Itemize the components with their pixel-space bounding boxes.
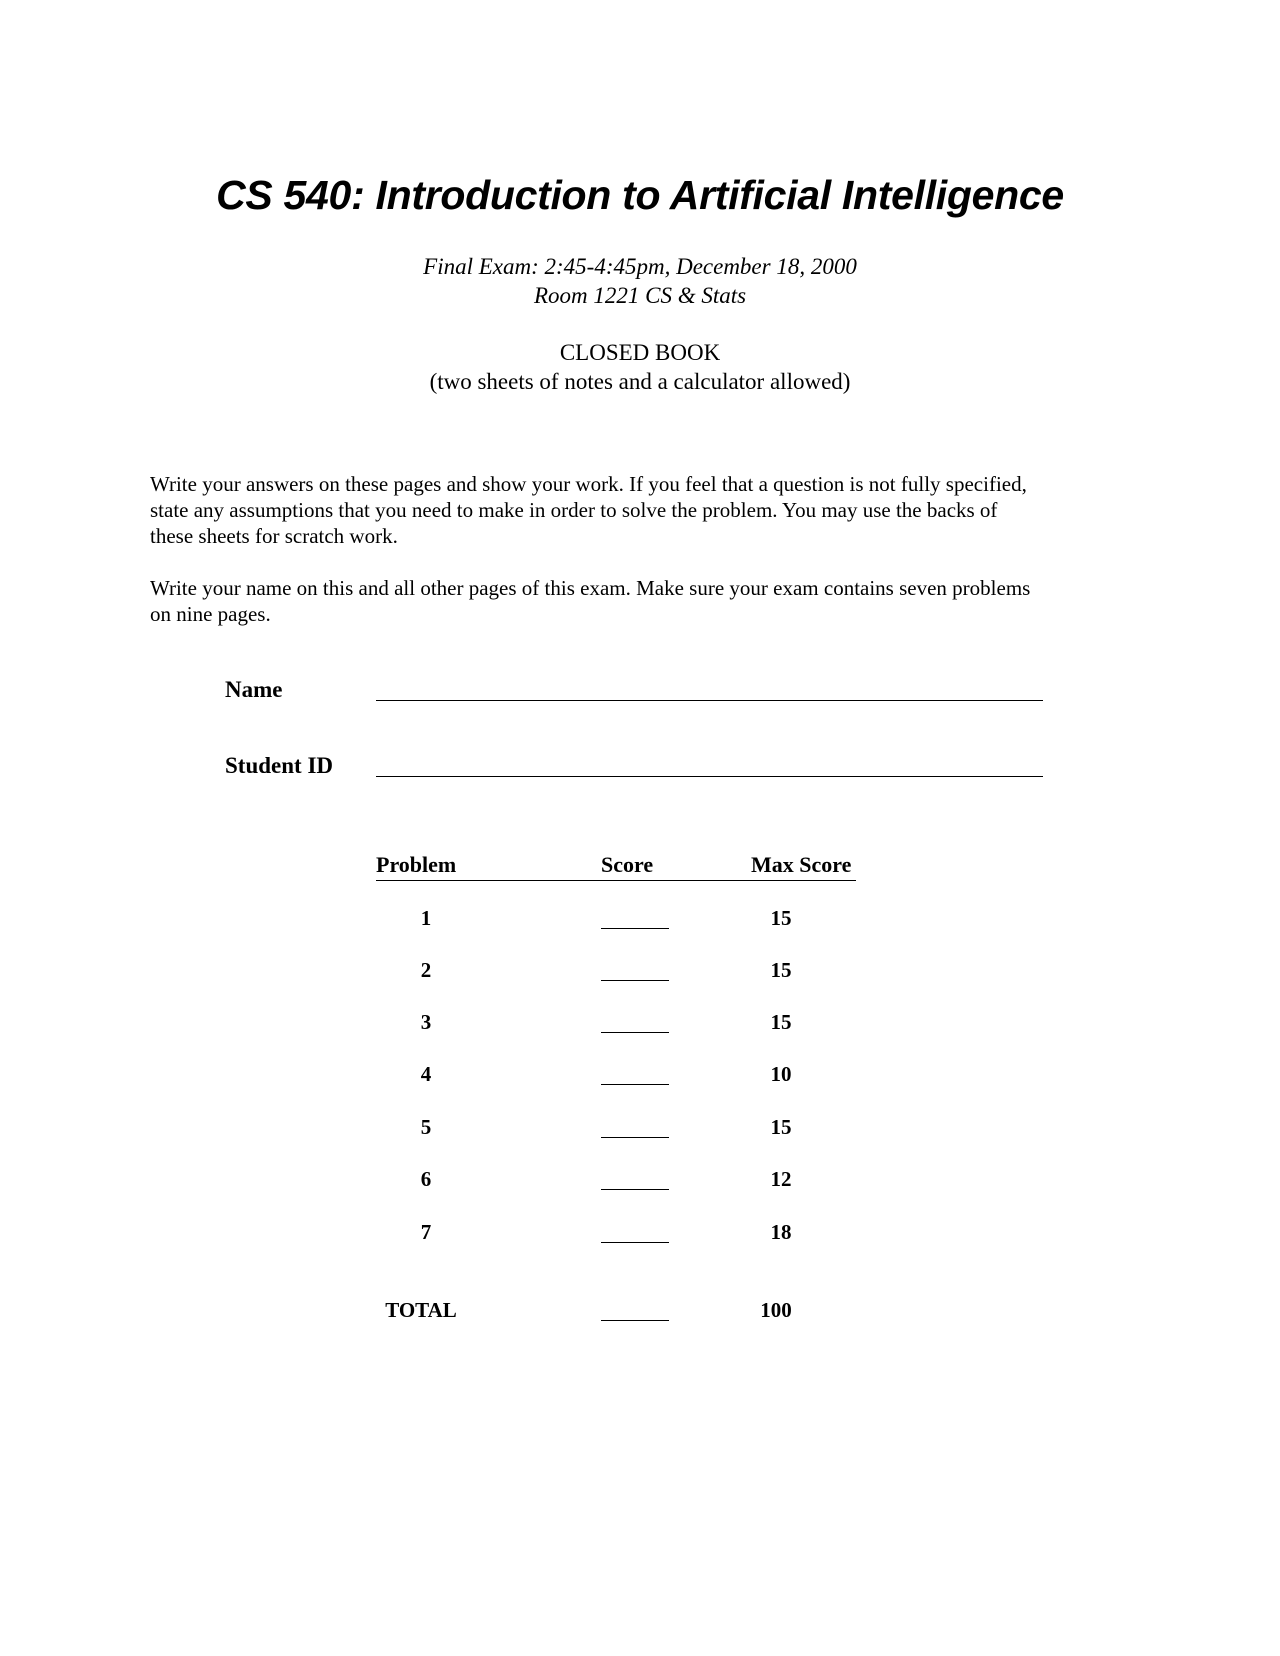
score-row: [376, 1062, 856, 1092]
problem-number: 1: [420, 906, 432, 930]
name-label: Name: [225, 677, 283, 702]
score-row: [376, 1115, 856, 1145]
score-blank[interactable]: [601, 1137, 669, 1138]
max-score: 15: [770, 958, 792, 982]
score-blank[interactable]: [601, 980, 669, 981]
problem-number: 6: [420, 1167, 432, 1191]
score-blank[interactable]: [601, 1189, 669, 1190]
score-blank[interactable]: [601, 1032, 669, 1033]
header-score: Score: [601, 852, 654, 877]
total-label: TOTAL: [385, 1298, 457, 1322]
max-score: 10: [770, 1062, 792, 1086]
instructions-line: Write your name on this and all other pages of this exam. Make sure your exam contains seven problems: [150, 576, 1031, 600]
instructions-line: Write your answers on these pages and show your work. If you feel that a question is not fully specified,: [150, 472, 1027, 496]
closed-book-note: CLOSED BOOK: [559, 340, 721, 365]
name-input-line[interactable]: [376, 700, 1043, 701]
score-blank[interactable]: [601, 928, 669, 929]
header-max-score: Max Score: [751, 852, 852, 877]
total-score-blank[interactable]: [601, 1320, 669, 1321]
score-row: [376, 1220, 856, 1250]
problem-number: 2: [420, 958, 432, 982]
max-score: 15: [770, 1010, 792, 1034]
total-max-score: 100: [760, 1298, 792, 1322]
total-row: [376, 1298, 856, 1328]
score-row: [376, 1167, 856, 1197]
instructions-line: these sheets for scratch work.: [150, 524, 398, 548]
score-blank[interactable]: [601, 1242, 669, 1243]
allowed-materials-note: (two sheets of notes and a calculator allowed): [429, 369, 851, 394]
max-score: 12: [770, 1167, 792, 1191]
score-row: [376, 1010, 856, 1040]
problem-number: 5: [420, 1115, 432, 1139]
score-table-header: [376, 852, 856, 881]
max-score: 15: [770, 906, 792, 930]
max-score: 18: [770, 1220, 792, 1244]
exam-title: CS 540: Introduction to Artificial Intelligence: [216, 172, 1064, 218]
score-row: [376, 958, 856, 988]
score-row: [376, 906, 856, 936]
problem-number: 7: [420, 1220, 432, 1244]
student-id-label: Student ID: [225, 753, 334, 778]
exam-room: Room 1221 CS & Stats: [533, 283, 747, 308]
exam-time: Final Exam: 2:45-4:45pm, December 18, 2000: [423, 254, 857, 279]
instructions-paragraph-1: [150, 471, 1150, 549]
student-id-input-line[interactable]: [376, 776, 1043, 777]
problem-number: 4: [420, 1062, 432, 1086]
instructions-paragraph-2: [150, 575, 1150, 627]
problem-number: 3: [420, 1010, 432, 1034]
instructions-line: on nine pages.: [150, 602, 271, 626]
max-score: 15: [770, 1115, 792, 1139]
instructions-line: state any assumptions that you need to make in order to solve the problem. You may use the backs of: [150, 498, 998, 522]
header-problem: Problem: [376, 852, 457, 877]
score-blank[interactable]: [601, 1084, 669, 1085]
